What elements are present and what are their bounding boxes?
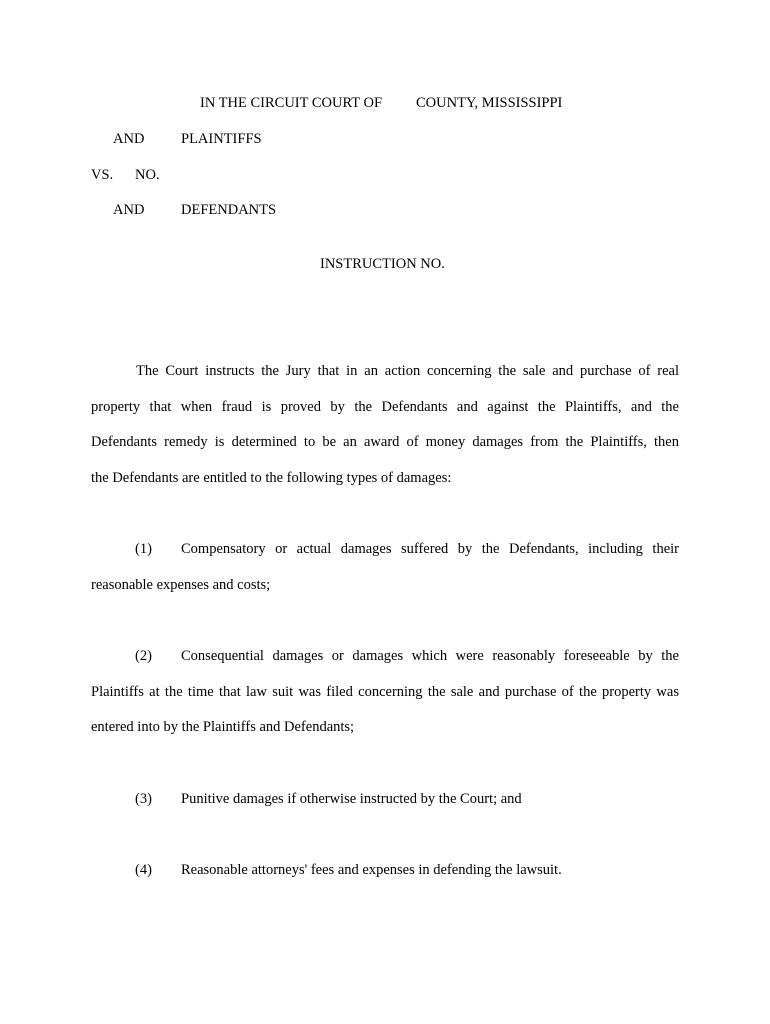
item-3-number: (3) <box>135 791 152 807</box>
instruction-title: INSTRUCTION NO. <box>320 256 445 272</box>
case-number-label: NO. <box>135 167 160 183</box>
defendants-label: DEFENDANTS <box>181 202 277 218</box>
item-2-line-1: Consequential damages or damages which were reasonably foreseeable by the <box>181 648 679 664</box>
item-1-line-1: Compensatory or actual damages suffered by the Defendants, including their <box>181 541 679 557</box>
item-1-number: (1) <box>135 541 152 557</box>
item-2-line-3: entered into by the Plaintiffs and Defendants; <box>91 719 355 735</box>
intro-line-4: the Defendants are entitled to the following types of damages: <box>91 470 452 486</box>
item-4-line-1: Reasonable attorneys' fees and expenses in defending the lawsuit. <box>181 862 562 878</box>
item-2-number: (2) <box>135 648 152 664</box>
defendants-and: AND <box>113 202 145 218</box>
intro-line-2: property that when fraud is proved by the Defendants and against the Plaintiffs, and the <box>91 399 679 415</box>
plaintiffs-label: PLAINTIFFS <box>181 131 262 147</box>
intro-line-1: The Court instructs the Jury that in an action concerning the sale and purchase of real <box>136 363 679 379</box>
court-heading-left: IN THE CIRCUIT COURT OF <box>200 95 383 111</box>
item-2-line-2: Plaintiffs at the time that law suit was filed concerning the sale and purchase of the property was <box>91 684 679 700</box>
intro-line-3: Defendants remedy is determined to be an award of money damages from the Plaintiffs, then <box>91 434 679 450</box>
plaintiffs-and: AND <box>113 131 145 147</box>
item-1-line-2: reasonable expenses and costs; <box>91 577 271 593</box>
vs-label: VS. <box>91 167 114 183</box>
court-heading-right: COUNTY, MISSISSIPPI <box>416 95 563 111</box>
item-3-line-1: Punitive damages if otherwise instructed by the Court; and <box>181 791 522 807</box>
item-4-number: (4) <box>135 862 152 878</box>
